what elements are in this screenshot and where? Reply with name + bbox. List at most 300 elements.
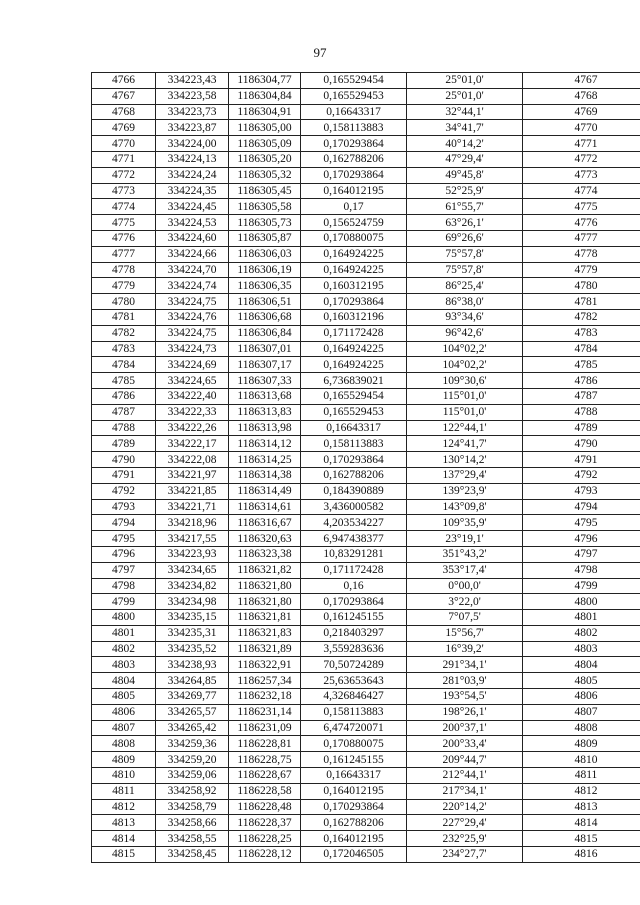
point-number-cell: 4791 — [92, 467, 156, 483]
point-number-cell: 4792 — [92, 483, 156, 499]
table-row — [92, 799, 640, 815]
table-row — [92, 73, 640, 89]
y-coordinate-cell: 1186231,09 — [229, 720, 301, 736]
table-row — [92, 215, 640, 231]
table-row — [92, 341, 640, 357]
bearing-cell: 291°34,1' — [407, 657, 523, 673]
next-point-cell: 4794 — [523, 499, 640, 515]
distance-cell: 0,160312195 — [301, 278, 407, 294]
point-number-cell: 4770 — [92, 136, 156, 152]
x-coordinate-cell: 334258,55 — [156, 831, 229, 847]
point-number-cell: 4767 — [92, 88, 156, 104]
x-coordinate-cell: 334223,43 — [156, 73, 229, 89]
x-coordinate-cell: 334223,73 — [156, 104, 229, 120]
point-number-cell: 4793 — [92, 499, 156, 515]
table-row — [92, 420, 640, 436]
next-point-cell: 4781 — [523, 294, 640, 310]
next-point-cell: 4782 — [523, 309, 640, 325]
distance-cell: 0,170293864 — [301, 167, 407, 183]
y-coordinate-cell: 1186307,33 — [229, 373, 301, 389]
x-coordinate-cell: 334223,93 — [156, 546, 229, 562]
x-coordinate-cell: 334224,73 — [156, 341, 229, 357]
distance-cell: 3,436000582 — [301, 499, 407, 515]
bearing-cell: 200°37,1' — [407, 720, 523, 736]
next-point-cell: 4788 — [523, 404, 640, 420]
y-coordinate-cell: 1186306,68 — [229, 309, 301, 325]
x-coordinate-cell: 334221,97 — [156, 467, 229, 483]
point-number-cell: 4790 — [92, 452, 156, 468]
next-point-cell: 4785 — [523, 357, 640, 373]
next-point-cell: 4810 — [523, 752, 640, 768]
bearing-cell: 109°35,9' — [407, 515, 523, 531]
bearing-cell: 122°44,1' — [407, 420, 523, 436]
bearing-cell: 209°44,7' — [407, 752, 523, 768]
bearing-cell: 61°55,7' — [407, 199, 523, 215]
x-coordinate-cell: 334235,31 — [156, 625, 229, 641]
next-point-cell: 4776 — [523, 215, 640, 231]
table-row — [92, 625, 640, 641]
table-row — [92, 704, 640, 720]
bearing-cell: 23°19,1' — [407, 531, 523, 547]
distance-cell: 0,164924225 — [301, 357, 407, 373]
y-coordinate-cell: 1186314,61 — [229, 499, 301, 515]
table-row — [92, 183, 640, 199]
x-coordinate-cell: 334224,35 — [156, 183, 229, 199]
y-coordinate-cell: 1186313,83 — [229, 404, 301, 420]
table-row — [92, 436, 640, 452]
table-row — [92, 499, 640, 515]
x-coordinate-cell: 334234,82 — [156, 578, 229, 594]
table-row — [92, 309, 640, 325]
next-point-cell: 4787 — [523, 388, 640, 404]
bearing-cell: 93°34,6' — [407, 309, 523, 325]
table-row — [92, 847, 640, 863]
bearing-cell: 75°57,8' — [407, 246, 523, 262]
point-number-cell: 4815 — [92, 847, 156, 863]
y-coordinate-cell: 1186321,82 — [229, 562, 301, 578]
x-coordinate-cell: 334224,53 — [156, 215, 229, 231]
x-coordinate-cell: 334265,57 — [156, 704, 229, 720]
y-coordinate-cell: 1186306,35 — [229, 278, 301, 294]
bearing-cell: 115°01,0' — [407, 404, 523, 420]
table-row — [92, 657, 640, 673]
y-coordinate-cell: 1186305,32 — [229, 167, 301, 183]
distance-cell: 0,218403297 — [301, 625, 407, 641]
x-coordinate-cell: 334222,26 — [156, 420, 229, 436]
y-coordinate-cell: 1186231,14 — [229, 704, 301, 720]
distance-cell: 0,158113883 — [301, 120, 407, 136]
distance-cell: 0,164012195 — [301, 831, 407, 847]
next-point-cell: 4800 — [523, 594, 640, 610]
bearing-cell: 86°25,4' — [407, 278, 523, 294]
point-number-cell: 4788 — [92, 420, 156, 436]
bearing-cell: 212°44,1' — [407, 768, 523, 784]
table-row — [92, 325, 640, 341]
distance-cell: 0,170880075 — [301, 230, 407, 246]
y-coordinate-cell: 1186228,58 — [229, 783, 301, 799]
next-point-cell: 4778 — [523, 246, 640, 262]
distance-cell: 0,162788206 — [301, 815, 407, 831]
bearing-cell: 16°39,2' — [407, 641, 523, 657]
table-row — [92, 736, 640, 752]
y-coordinate-cell: 1186305,00 — [229, 120, 301, 136]
point-number-cell: 4775 — [92, 215, 156, 231]
distance-cell: 0,158113883 — [301, 436, 407, 452]
next-point-cell: 4783 — [523, 325, 640, 341]
point-number-cell: 4806 — [92, 704, 156, 720]
y-coordinate-cell: 1186314,25 — [229, 452, 301, 468]
x-coordinate-cell: 334224,76 — [156, 309, 229, 325]
bearing-cell: 227°29,4' — [407, 815, 523, 831]
y-coordinate-cell: 1186321,89 — [229, 641, 301, 657]
point-number-cell: 4771 — [92, 151, 156, 167]
next-point-cell: 4768 — [523, 88, 640, 104]
point-number-cell: 4785 — [92, 373, 156, 389]
point-number-cell: 4811 — [92, 783, 156, 799]
distance-cell: 6,736839021 — [301, 373, 407, 389]
distance-cell: 0,162788206 — [301, 467, 407, 483]
point-number-cell: 4797 — [92, 562, 156, 578]
point-number-cell: 4774 — [92, 199, 156, 215]
bearing-cell: 104°02,2' — [407, 357, 523, 373]
distance-cell: 70,50724289 — [301, 657, 407, 673]
y-coordinate-cell: 1186305,73 — [229, 215, 301, 231]
y-coordinate-cell: 1186228,75 — [229, 752, 301, 768]
bearing-cell: 86°38,0' — [407, 294, 523, 310]
table-row — [92, 578, 640, 594]
point-number-cell: 4789 — [92, 436, 156, 452]
table-row — [92, 388, 640, 404]
distance-cell: 0,164924225 — [301, 341, 407, 357]
bearing-cell: 198°26,1' — [407, 704, 523, 720]
y-coordinate-cell: 1186304,77 — [229, 73, 301, 89]
next-point-cell: 4806 — [523, 689, 640, 705]
next-point-cell: 4769 — [523, 104, 640, 120]
table-row — [92, 167, 640, 183]
point-number-cell: 4776 — [92, 230, 156, 246]
distance-cell: 0,156524759 — [301, 215, 407, 231]
point-number-cell: 4810 — [92, 768, 156, 784]
bearing-cell: 115°01,0' — [407, 388, 523, 404]
x-coordinate-cell: 334235,15 — [156, 610, 229, 626]
bearing-cell: 63°26,1' — [407, 215, 523, 231]
distance-cell: 0,16643317 — [301, 768, 407, 784]
distance-cell: 0,170293864 — [301, 136, 407, 152]
bearing-cell: 52°25,9' — [407, 183, 523, 199]
table-row — [92, 404, 640, 420]
x-coordinate-cell: 334224,69 — [156, 357, 229, 373]
y-coordinate-cell: 1186228,48 — [229, 799, 301, 815]
table-row — [92, 467, 640, 483]
distance-cell: 0,170293864 — [301, 799, 407, 815]
table-row — [92, 768, 640, 784]
table-row — [92, 673, 640, 689]
distance-cell: 0,171172428 — [301, 562, 407, 578]
distance-cell: 4,326846427 — [301, 689, 407, 705]
point-number-cell: 4784 — [92, 357, 156, 373]
table-row — [92, 531, 640, 547]
table-row — [92, 594, 640, 610]
next-point-cell: 4779 — [523, 262, 640, 278]
x-coordinate-cell: 334224,45 — [156, 199, 229, 215]
table-row — [92, 357, 640, 373]
x-coordinate-cell: 334224,65 — [156, 373, 229, 389]
x-coordinate-cell: 334217,55 — [156, 531, 229, 547]
distance-cell: 6,947438377 — [301, 531, 407, 547]
x-coordinate-cell: 334235,52 — [156, 641, 229, 657]
next-point-cell: 4791 — [523, 452, 640, 468]
point-number-cell: 4769 — [92, 120, 156, 136]
x-coordinate-cell: 334222,08 — [156, 452, 229, 468]
next-point-cell: 4813 — [523, 799, 640, 815]
point-number-cell: 4780 — [92, 294, 156, 310]
x-coordinate-cell: 334234,98 — [156, 594, 229, 610]
x-coordinate-cell: 334224,13 — [156, 151, 229, 167]
y-coordinate-cell: 1186306,84 — [229, 325, 301, 341]
table-row — [92, 246, 640, 262]
next-point-cell: 4789 — [523, 420, 640, 436]
x-coordinate-cell: 334224,60 — [156, 230, 229, 246]
table-row — [92, 104, 640, 120]
y-coordinate-cell: 1186321,83 — [229, 625, 301, 641]
y-coordinate-cell: 1186228,67 — [229, 768, 301, 784]
x-coordinate-cell: 334264,85 — [156, 673, 229, 689]
table-row — [92, 783, 640, 799]
x-coordinate-cell: 334221,71 — [156, 499, 229, 515]
bearing-cell: 193°54,5' — [407, 689, 523, 705]
x-coordinate-cell: 334258,45 — [156, 847, 229, 863]
page-number: 97 — [313, 45, 327, 60]
x-coordinate-cell: 334224,66 — [156, 246, 229, 262]
point-number-cell: 4781 — [92, 309, 156, 325]
x-coordinate-cell: 334224,75 — [156, 325, 229, 341]
table-row — [92, 752, 640, 768]
point-number-cell: 4796 — [92, 546, 156, 562]
point-number-cell: 4805 — [92, 689, 156, 705]
next-point-cell: 4799 — [523, 578, 640, 594]
x-coordinate-cell: 334234,65 — [156, 562, 229, 578]
x-coordinate-cell: 334224,75 — [156, 294, 229, 310]
next-point-cell: 4775 — [523, 199, 640, 215]
table-row — [92, 452, 640, 468]
next-point-cell: 4807 — [523, 704, 640, 720]
distance-cell: 0,170293864 — [301, 594, 407, 610]
next-point-cell: 4774 — [523, 183, 640, 199]
y-coordinate-cell: 1186305,45 — [229, 183, 301, 199]
bearing-cell: 25°01,0' — [407, 88, 523, 104]
bearing-cell: 69°26,6' — [407, 230, 523, 246]
distance-cell: 0,170293864 — [301, 294, 407, 310]
table-row — [92, 88, 640, 104]
point-number-cell: 4812 — [92, 799, 156, 815]
distance-cell: 6,474720071 — [301, 720, 407, 736]
distance-cell: 0,171172428 — [301, 325, 407, 341]
distance-cell: 0,165529454 — [301, 73, 407, 89]
x-coordinate-cell: 334218,96 — [156, 515, 229, 531]
distance-cell: 0,172046505 — [301, 847, 407, 863]
next-point-cell: 4795 — [523, 515, 640, 531]
point-number-cell: 4807 — [92, 720, 156, 736]
y-coordinate-cell: 1186313,68 — [229, 388, 301, 404]
point-number-cell: 4814 — [92, 831, 156, 847]
point-number-cell: 4795 — [92, 531, 156, 547]
x-coordinate-cell: 334269,77 — [156, 689, 229, 705]
bearing-cell: 143°09,8' — [407, 499, 523, 515]
x-coordinate-cell: 334224,70 — [156, 262, 229, 278]
x-coordinate-cell: 334222,33 — [156, 404, 229, 420]
next-point-cell: 4812 — [523, 783, 640, 799]
distance-cell: 10,83291281 — [301, 546, 407, 562]
point-number-cell: 4803 — [92, 657, 156, 673]
x-coordinate-cell: 334259,06 — [156, 768, 229, 784]
point-number-cell: 4808 — [92, 736, 156, 752]
next-point-cell: 4780 — [523, 278, 640, 294]
bearing-cell: 3°22,0' — [407, 594, 523, 610]
next-point-cell: 4805 — [523, 673, 640, 689]
x-coordinate-cell: 334224,74 — [156, 278, 229, 294]
y-coordinate-cell: 1186320,63 — [229, 531, 301, 547]
point-number-cell: 4779 — [92, 278, 156, 294]
next-point-cell: 4793 — [523, 483, 640, 499]
table-row — [92, 562, 640, 578]
distance-cell: 0,16 — [301, 578, 407, 594]
y-coordinate-cell: 1186304,84 — [229, 88, 301, 104]
y-coordinate-cell: 1186314,12 — [229, 436, 301, 452]
bearing-cell: 351°43,2' — [407, 546, 523, 562]
point-number-cell: 4778 — [92, 262, 156, 278]
distance-cell: 0,164924225 — [301, 262, 407, 278]
table-row — [92, 720, 640, 736]
point-number-cell: 4801 — [92, 625, 156, 641]
bearing-cell: 130°14,2' — [407, 452, 523, 468]
table-row — [92, 546, 640, 562]
bearing-cell: 0°00,0' — [407, 578, 523, 594]
bearing-cell: 104°02,2' — [407, 341, 523, 357]
point-number-cell: 4802 — [92, 641, 156, 657]
table-row — [92, 120, 640, 136]
y-coordinate-cell: 1186321,80 — [229, 594, 301, 610]
table-row — [92, 641, 640, 657]
distance-cell: 0,164012195 — [301, 783, 407, 799]
next-point-cell: 4802 — [523, 625, 640, 641]
table-row — [92, 230, 640, 246]
y-coordinate-cell: 1186313,98 — [229, 420, 301, 436]
point-number-cell: 4766 — [92, 73, 156, 89]
point-number-cell: 4804 — [92, 673, 156, 689]
bearing-cell: 353°17,4' — [407, 562, 523, 578]
table-row — [92, 294, 640, 310]
next-point-cell: 4784 — [523, 341, 640, 357]
y-coordinate-cell: 1186304,91 — [229, 104, 301, 120]
distance-cell: 0,162788206 — [301, 151, 407, 167]
table-row — [92, 136, 640, 152]
y-coordinate-cell: 1186307,01 — [229, 341, 301, 357]
x-coordinate-cell: 334222,40 — [156, 388, 229, 404]
bearing-cell: 7°07,5' — [407, 610, 523, 626]
table-row — [92, 151, 640, 167]
table-row — [92, 373, 640, 389]
point-number-cell: 4773 — [92, 183, 156, 199]
bearing-cell: 49°45,8' — [407, 167, 523, 183]
point-number-cell: 4768 — [92, 104, 156, 120]
distance-cell: 0,184390889 — [301, 483, 407, 499]
bearing-cell: 234°27,7' — [407, 847, 523, 863]
bearing-cell: 96°42,6' — [407, 325, 523, 341]
bearing-cell: 47°29,4' — [407, 151, 523, 167]
y-coordinate-cell: 1186228,12 — [229, 847, 301, 863]
distance-cell: 0,160312196 — [301, 309, 407, 325]
x-coordinate-cell: 334223,87 — [156, 120, 229, 136]
point-number-cell: 4809 — [92, 752, 156, 768]
next-point-cell: 4790 — [523, 436, 640, 452]
y-coordinate-cell: 1186305,09 — [229, 136, 301, 152]
table-row — [92, 689, 640, 705]
bearing-cell: 200°33,4' — [407, 736, 523, 752]
next-point-cell: 4809 — [523, 736, 640, 752]
x-coordinate-cell: 334224,24 — [156, 167, 229, 183]
distance-cell: 0,170880075 — [301, 736, 407, 752]
next-point-cell: 4770 — [523, 120, 640, 136]
point-number-cell: 4798 — [92, 578, 156, 594]
bearing-cell: 15°56,7' — [407, 625, 523, 641]
bearing-cell: 40°14,2' — [407, 136, 523, 152]
distance-cell: 0,17 — [301, 199, 407, 215]
table-row — [92, 610, 640, 626]
x-coordinate-cell: 334259,36 — [156, 736, 229, 752]
distance-cell: 0,158113883 — [301, 704, 407, 720]
y-coordinate-cell: 1186306,03 — [229, 246, 301, 262]
y-coordinate-cell: 1186232,18 — [229, 689, 301, 705]
y-coordinate-cell: 1186321,80 — [229, 578, 301, 594]
coordinates-table-body — [92, 73, 640, 863]
distance-cell: 4,203534227 — [301, 515, 407, 531]
bearing-cell: 32°44,1' — [407, 104, 523, 120]
table-row — [92, 815, 640, 831]
bearing-cell: 232°25,9' — [407, 831, 523, 847]
x-coordinate-cell: 334259,20 — [156, 752, 229, 768]
table-row — [92, 831, 640, 847]
bearing-cell: 281°03,9' — [407, 673, 523, 689]
distance-cell: 0,165529454 — [301, 388, 407, 404]
point-number-cell: 4794 — [92, 515, 156, 531]
next-point-cell: 4792 — [523, 467, 640, 483]
y-coordinate-cell: 1186306,19 — [229, 262, 301, 278]
y-coordinate-cell: 1186321,81 — [229, 610, 301, 626]
y-coordinate-cell: 1186307,17 — [229, 357, 301, 373]
x-coordinate-cell: 334265,42 — [156, 720, 229, 736]
x-coordinate-cell: 334258,92 — [156, 783, 229, 799]
next-point-cell: 4773 — [523, 167, 640, 183]
point-number-cell: 4783 — [92, 341, 156, 357]
next-point-cell: 4814 — [523, 815, 640, 831]
bearing-cell: 139°23,9' — [407, 483, 523, 499]
next-point-cell: 4797 — [523, 546, 640, 562]
bearing-cell: 75°57,8' — [407, 262, 523, 278]
distance-cell: 0,165529453 — [301, 404, 407, 420]
next-point-cell: 4777 — [523, 230, 640, 246]
y-coordinate-cell: 1186314,49 — [229, 483, 301, 499]
distance-cell: 0,16643317 — [301, 420, 407, 436]
distance-cell: 0,164012195 — [301, 183, 407, 199]
coordinates-table — [91, 72, 640, 863]
y-coordinate-cell: 1186228,37 — [229, 815, 301, 831]
table-row — [92, 515, 640, 531]
point-number-cell: 4787 — [92, 404, 156, 420]
y-coordinate-cell: 1186228,25 — [229, 831, 301, 847]
next-point-cell: 4801 — [523, 610, 640, 626]
bearing-cell: 25°01,0' — [407, 73, 523, 89]
next-point-cell: 4811 — [523, 768, 640, 784]
